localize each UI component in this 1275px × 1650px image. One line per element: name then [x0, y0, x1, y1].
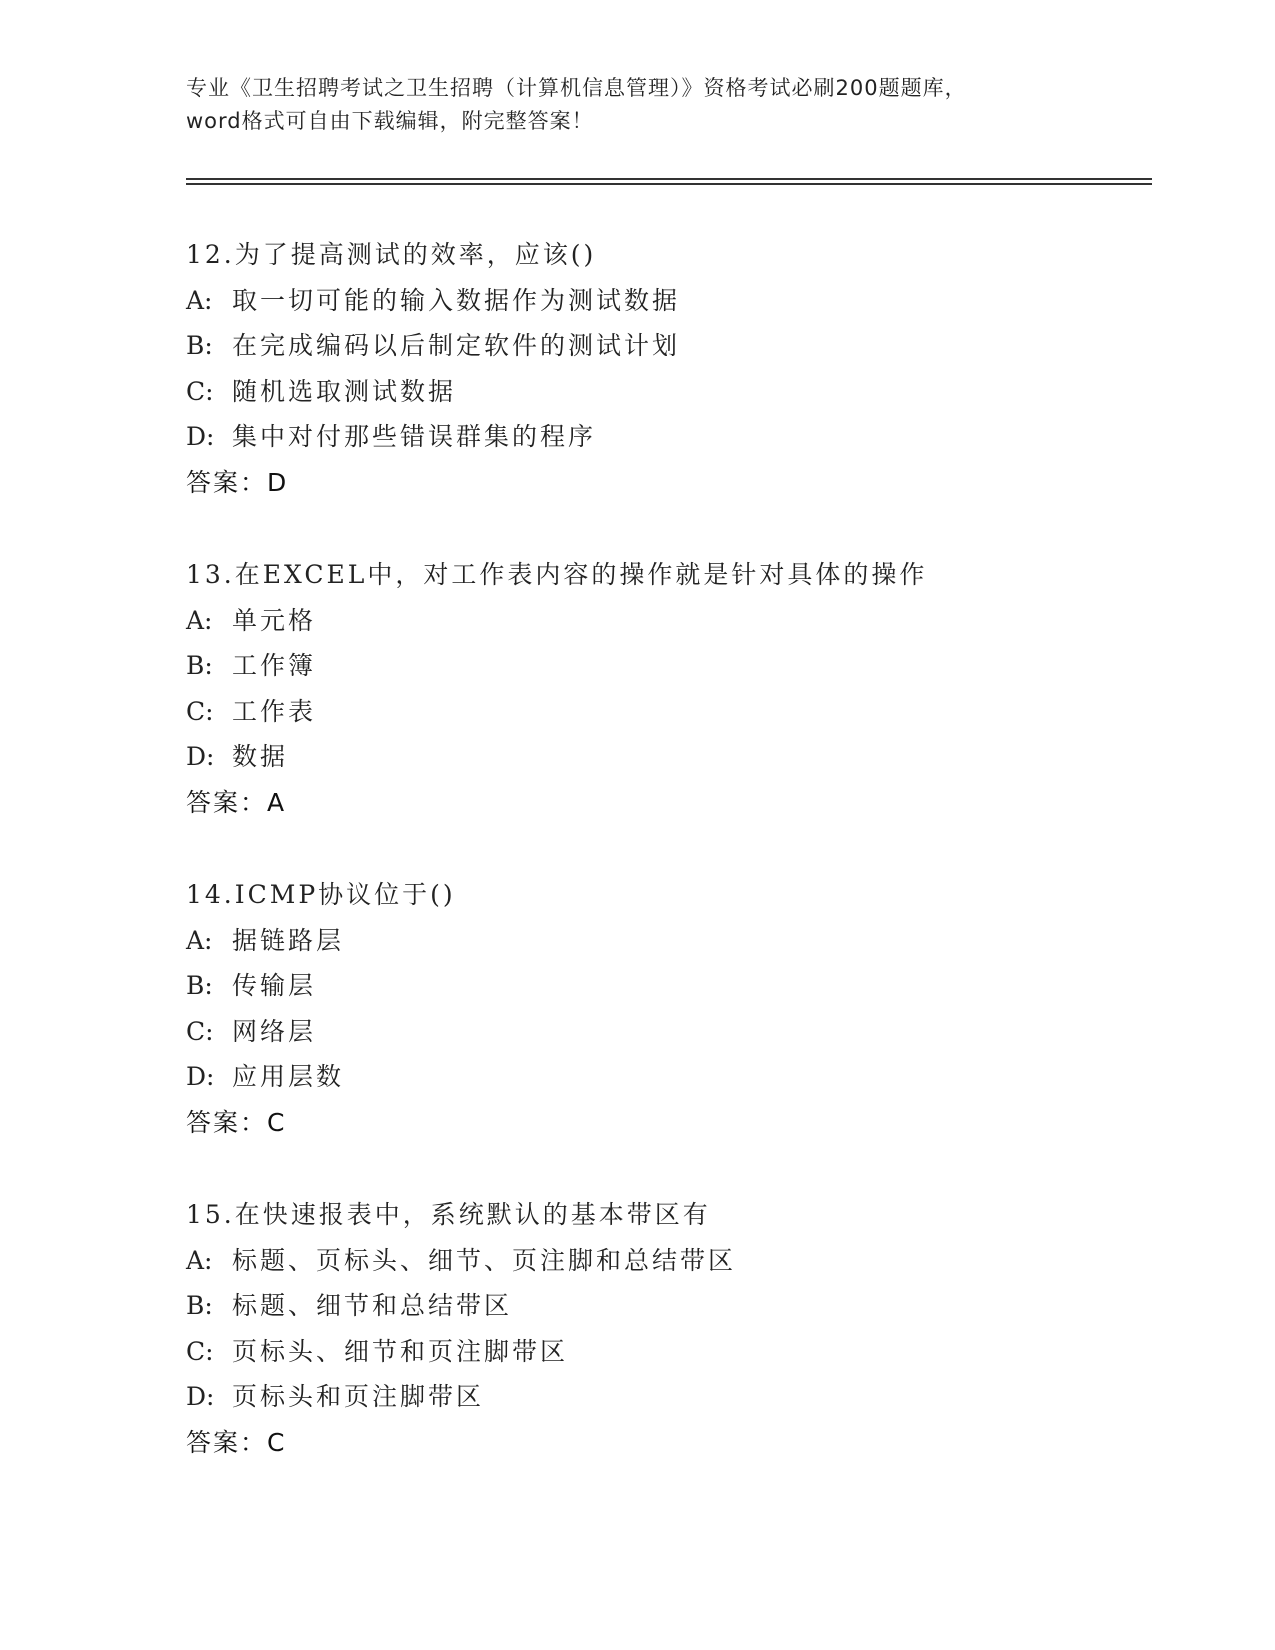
question-stem: 12.为了提高测试的效率，应该(): [186, 240, 597, 269]
header-divider-bottom: [186, 183, 1152, 185]
option-d: [186, 1054, 1152, 1100]
option-text: 网络层: [232, 1016, 317, 1046]
option-c: [186, 1329, 1152, 1375]
option-text: 工作表: [232, 696, 317, 726]
option-text: 数据: [232, 742, 289, 771]
option-c: [186, 689, 1152, 735]
option-d: [186, 1374, 1152, 1420]
option-letter: C:: [186, 1016, 214, 1046]
option-b: [186, 643, 1152, 689]
option-c: [186, 369, 1152, 415]
option-text: 单元格: [232, 605, 317, 635]
question-12: [186, 232, 1152, 505]
option-letter: C:: [186, 376, 214, 406]
question-stem: 15.在快速报表中，系统默认的基本带区有: [186, 1200, 711, 1229]
answer-line: 答案：C: [186, 1427, 287, 1457]
option-text: 工作簿: [232, 651, 317, 680]
option-d: [186, 414, 1152, 460]
question-15: [186, 1192, 1152, 1465]
option-c: [186, 1009, 1152, 1055]
header-divider-top: [186, 178, 1152, 180]
option-text: 页标头、细节和页注脚带区: [232, 1336, 569, 1366]
option-text: 取一切可能的输入数据作为测试数据: [232, 285, 681, 315]
option-text: 据链路层: [232, 925, 345, 955]
option-letter: D:: [186, 1062, 215, 1091]
option-letter: D:: [186, 1382, 215, 1411]
header-title-line-2: word格式可自由下载编辑，附完整答案！: [186, 109, 594, 133]
question-stem: 13.在EXCEL中，对工作表内容的操作就是针对具体的操作: [186, 560, 928, 589]
option-letter: A:: [186, 285, 213, 315]
option-text: 传输层: [232, 971, 317, 1000]
option-b: [186, 963, 1152, 1009]
option-d: [186, 734, 1152, 780]
option-b: [186, 1283, 1152, 1329]
option-a: [186, 918, 1152, 964]
option-letter: D:: [186, 742, 215, 771]
option-text: 随机选取测试数据: [232, 376, 457, 406]
option-a: [186, 1238, 1152, 1284]
option-letter: B:: [186, 1291, 213, 1320]
option-letter: A:: [186, 925, 213, 955]
option-text: 在完成编码以后制定软件的测试计划: [232, 331, 681, 360]
option-text: 标题、细节和总结带区: [232, 1291, 513, 1320]
answer-line: 答案：A: [186, 787, 287, 817]
option-a: [186, 598, 1152, 644]
question-14: [186, 872, 1152, 1145]
option-letter: A:: [186, 1245, 213, 1275]
option-text: 标题、页标头、细节、页注脚和总结带区: [232, 1245, 737, 1275]
option-a: [186, 278, 1152, 324]
option-letter: C:: [186, 696, 214, 726]
answer-line: 答案：D: [186, 467, 289, 497]
option-text: 应用层数: [232, 1062, 345, 1091]
question-stem: 14.ICMP协议位于(): [186, 880, 456, 909]
question-list: [186, 232, 1152, 1512]
option-b: [186, 323, 1152, 369]
document-header: [186, 72, 1086, 138]
option-letter: D:: [186, 422, 215, 451]
option-text: 页标头和页注脚带区: [232, 1382, 485, 1411]
option-letter: B:: [186, 651, 213, 680]
option-letter: B:: [186, 331, 213, 360]
question-13: [186, 552, 1152, 825]
option-letter: B:: [186, 971, 213, 1000]
option-letter: A:: [186, 605, 213, 635]
answer-line: 答案：C: [186, 1107, 287, 1137]
header-title-line-1: 专业《卫生招聘考试之卫生招聘（计算机信息管理）》资格考试必刷200题题库，: [186, 76, 967, 100]
option-text: 集中对付那些错误群集的程序: [232, 422, 597, 451]
option-letter: C:: [186, 1336, 214, 1366]
